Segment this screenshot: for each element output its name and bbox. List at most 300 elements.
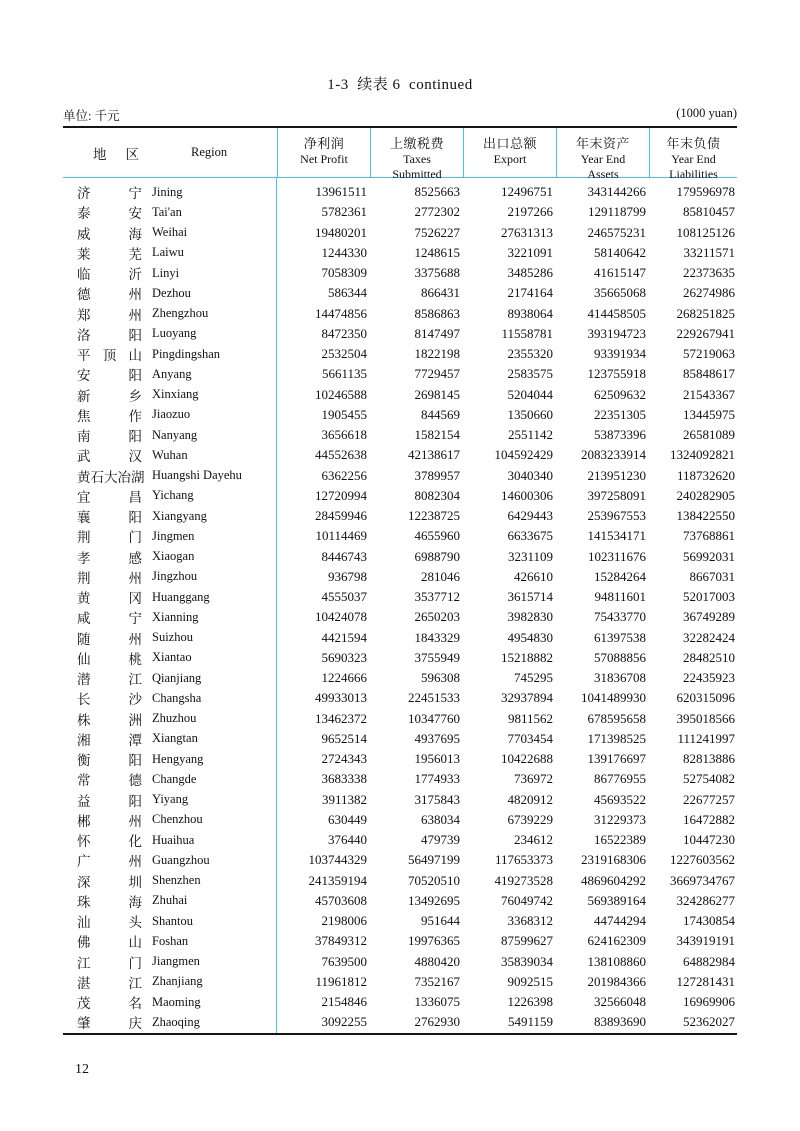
region-name-en: Xiangyang bbox=[152, 508, 207, 523]
region-name-en: Zhengzhou bbox=[152, 306, 209, 321]
region-name-cn: 临 沂 bbox=[77, 267, 142, 283]
export-cell: 2174164 bbox=[507, 285, 553, 301]
region-cell bbox=[63, 364, 277, 384]
assets-cell: 171398525 bbox=[587, 730, 646, 746]
column-header-cn: 净利润 bbox=[303, 136, 345, 151]
region-cell bbox=[63, 952, 277, 972]
table-row bbox=[63, 668, 737, 688]
region-name-cn: 新 乡 bbox=[77, 388, 142, 404]
net-profit-cell: 45703608 bbox=[315, 892, 367, 908]
region-cell bbox=[63, 830, 277, 850]
export-cell: 9811562 bbox=[507, 710, 553, 726]
table-row bbox=[63, 688, 737, 708]
region-cell bbox=[63, 202, 277, 222]
taxes-cell: 1956013 bbox=[414, 751, 460, 767]
table-row bbox=[63, 729, 737, 749]
table-row bbox=[63, 709, 737, 729]
column-header-cn: 年末资产 bbox=[575, 136, 630, 151]
export-cell: 32937894 bbox=[501, 690, 553, 706]
region-name-en: Changde bbox=[152, 771, 197, 786]
region-name-cn: 株 洲 bbox=[77, 712, 142, 728]
region-cell bbox=[63, 992, 277, 1012]
region-cell bbox=[63, 810, 277, 830]
region-cell bbox=[63, 182, 277, 202]
region-cell bbox=[63, 790, 277, 810]
region-cell bbox=[63, 466, 277, 486]
table-row bbox=[63, 607, 737, 627]
taxes-cell: 1774933 bbox=[414, 771, 460, 787]
net-profit-cell: 3092255 bbox=[321, 1014, 367, 1030]
unit-label-en: (1000 yuan) bbox=[676, 106, 737, 120]
taxes-cell: 596308 bbox=[421, 670, 460, 686]
table-row bbox=[63, 567, 737, 587]
taxes-cell: 1822198 bbox=[414, 346, 460, 362]
table-row bbox=[63, 223, 737, 243]
region-name-cn: 莱 芜 bbox=[77, 246, 142, 262]
region-name-cn: 洛 阳 bbox=[77, 327, 142, 343]
table-row bbox=[63, 1012, 737, 1032]
net-profit-cell: 1905455 bbox=[321, 406, 367, 422]
export-cell: 4954830 bbox=[507, 629, 553, 645]
region-cell bbox=[63, 243, 277, 263]
region-cell bbox=[63, 304, 277, 324]
liabilities-cell: 64882984 bbox=[683, 953, 735, 969]
table-row bbox=[63, 587, 737, 607]
table-row bbox=[63, 466, 737, 486]
export-cell: 35839034 bbox=[501, 953, 553, 969]
region-name-en: Guangzhou bbox=[152, 852, 210, 867]
column-header-en: Year End bbox=[671, 151, 716, 166]
region-name-cn: 潜 江 bbox=[77, 672, 142, 688]
liabilities-cell: 343919191 bbox=[676, 933, 735, 949]
taxes-cell: 2650203 bbox=[414, 609, 460, 625]
region-cell bbox=[63, 385, 277, 405]
region-name-en: Xianning bbox=[152, 609, 199, 624]
region-name-cn: 江 门 bbox=[77, 955, 142, 971]
taxes-cell: 6988790 bbox=[414, 548, 460, 564]
region-name-en: Zhaoqing bbox=[152, 1014, 200, 1029]
table-row bbox=[63, 324, 737, 344]
assets-cell: 393194723 bbox=[587, 325, 646, 341]
assets-cell: 246575231 bbox=[587, 224, 646, 240]
net-profit-cell: 6362256 bbox=[321, 467, 367, 483]
region-name-en: Changsha bbox=[152, 690, 202, 705]
liabilities-cell: 36749289 bbox=[683, 609, 735, 625]
region-cell bbox=[63, 648, 277, 668]
region-header-cn: 地 区 bbox=[93, 146, 139, 162]
taxes-cell: 7352167 bbox=[414, 973, 460, 989]
table-row bbox=[63, 931, 737, 951]
export-cell: 736972 bbox=[514, 771, 553, 787]
region-name-cn: 汕 头 bbox=[77, 915, 142, 931]
table-row bbox=[63, 243, 737, 263]
table-row bbox=[63, 871, 737, 891]
taxes-cell: 56497199 bbox=[408, 852, 460, 868]
region-name-cn: 湛 江 bbox=[77, 975, 142, 991]
table-row bbox=[63, 385, 737, 405]
taxes-cell: 3375688 bbox=[414, 265, 460, 281]
region-name-en: Zhuhai bbox=[152, 893, 188, 908]
assets-cell: 624162309 bbox=[587, 933, 646, 949]
net-profit-cell: 2154846 bbox=[321, 994, 367, 1010]
net-profit-cell: 5782361 bbox=[321, 204, 367, 220]
table-row bbox=[63, 445, 737, 465]
assets-cell: 61397538 bbox=[594, 629, 646, 645]
assets-cell: 213951230 bbox=[587, 467, 646, 483]
net-profit-cell: 2532504 bbox=[321, 346, 367, 362]
taxes-cell: 4937695 bbox=[414, 730, 460, 746]
export-cell: 27631313 bbox=[501, 224, 553, 240]
table-row bbox=[63, 628, 737, 648]
table-row bbox=[63, 891, 737, 911]
region-cell bbox=[63, 688, 277, 708]
table-row bbox=[63, 202, 737, 222]
taxes-cell: 70520510 bbox=[408, 872, 460, 888]
net-profit-cell: 2724343 bbox=[321, 751, 367, 767]
export-cell: 3615714 bbox=[507, 589, 553, 605]
net-profit-cell: 2198006 bbox=[321, 913, 367, 929]
export-cell: 11558781 bbox=[501, 325, 553, 341]
net-profit-cell: 13961511 bbox=[315, 184, 367, 200]
assets-cell: 1041489930 bbox=[581, 690, 646, 706]
region-cell bbox=[63, 911, 277, 931]
assets-cell: 31229373 bbox=[594, 811, 646, 827]
region-name-en: Pingdingshan bbox=[152, 346, 221, 361]
table-row bbox=[63, 263, 737, 283]
region-name-en: Nanyang bbox=[152, 427, 198, 442]
assets-cell: 139176697 bbox=[587, 751, 646, 767]
taxes-cell: 3789957 bbox=[414, 467, 460, 483]
assets-cell: 41615147 bbox=[594, 265, 646, 281]
export-cell: 87599627 bbox=[501, 933, 553, 949]
region-name-en: Wuhan bbox=[152, 447, 188, 462]
assets-cell: 138108860 bbox=[587, 953, 646, 969]
export-cell: 6429443 bbox=[507, 508, 553, 524]
column-header-export bbox=[463, 128, 556, 177]
region-name-cn: 宜 昌 bbox=[77, 489, 142, 505]
taxes-cell: 1582154 bbox=[414, 427, 460, 443]
region-name-cn: 佛 山 bbox=[77, 935, 142, 951]
region-name-cn: 常 德 bbox=[77, 773, 142, 789]
liabilities-cell: 17430854 bbox=[683, 913, 735, 929]
liabilities-cell: 33211571 bbox=[683, 244, 735, 260]
net-profit-cell: 13462372 bbox=[315, 710, 367, 726]
region-name-en: Zhanjiang bbox=[152, 974, 203, 989]
assets-cell: 4869604292 bbox=[581, 872, 646, 888]
column-header-en: Export bbox=[493, 151, 527, 166]
net-profit-cell: 19480201 bbox=[315, 224, 367, 240]
region-name-en: Xinxiang bbox=[152, 387, 199, 402]
export-cell: 5491159 bbox=[507, 1014, 553, 1030]
assets-cell: 44744294 bbox=[594, 913, 646, 929]
region-name-cn: 焦 作 bbox=[77, 408, 142, 424]
table-row bbox=[63, 486, 737, 506]
export-cell: 7703454 bbox=[507, 730, 553, 746]
column-header-en: Assets bbox=[587, 167, 619, 181]
taxes-cell: 2698145 bbox=[414, 386, 460, 402]
region-cell bbox=[63, 567, 277, 587]
net-profit-cell: 7639500 bbox=[321, 953, 367, 969]
assets-cell: 16522389 bbox=[594, 832, 646, 848]
column-header-en: Net Profit bbox=[300, 151, 348, 166]
column-header-region bbox=[63, 128, 277, 177]
net-profit-cell: 1244330 bbox=[321, 244, 367, 260]
region-name-en: Weihai bbox=[152, 225, 188, 240]
page-number: 12 bbox=[75, 1062, 89, 1077]
region-name-en: Jiaozuo bbox=[152, 407, 191, 422]
table-body bbox=[63, 178, 737, 1033]
region-cell bbox=[63, 324, 277, 344]
net-profit-cell: 3683338 bbox=[321, 771, 367, 787]
liabilities-cell: 82813886 bbox=[683, 751, 735, 767]
taxes-cell: 866431 bbox=[421, 285, 460, 301]
region-header-en: Region bbox=[191, 145, 228, 159]
region-cell bbox=[63, 972, 277, 992]
taxes-cell: 13492695 bbox=[408, 892, 460, 908]
region-name-en: Zhuzhou bbox=[152, 711, 197, 726]
assets-cell: 253967553 bbox=[587, 508, 646, 524]
table-row bbox=[63, 850, 737, 870]
region-name-en: Maoming bbox=[152, 994, 201, 1009]
taxes-cell: 3537712 bbox=[414, 589, 460, 605]
table-row bbox=[63, 952, 737, 972]
taxes-cell: 4880420 bbox=[414, 953, 460, 969]
liabilities-cell: 324286277 bbox=[676, 892, 735, 908]
assets-cell: 45693522 bbox=[594, 791, 646, 807]
net-profit-cell: 8446743 bbox=[321, 548, 367, 564]
region-cell bbox=[63, 628, 277, 648]
region-cell bbox=[63, 709, 277, 729]
table-header-row bbox=[63, 128, 737, 181]
table-row bbox=[63, 769, 737, 789]
liabilities-cell: 13445975 bbox=[683, 406, 735, 422]
table-row bbox=[63, 830, 737, 850]
export-cell: 14600306 bbox=[501, 487, 553, 503]
net-profit-cell: 5661135 bbox=[321, 366, 367, 382]
table-row bbox=[63, 506, 737, 526]
region-cell bbox=[63, 850, 277, 870]
net-profit-cell: 8472350 bbox=[321, 325, 367, 341]
assets-cell: 2083233914 bbox=[581, 447, 646, 463]
assets-cell: 83893690 bbox=[594, 1014, 646, 1030]
region-name-cn: 深 圳 bbox=[77, 874, 142, 890]
taxes-cell: 3175843 bbox=[414, 791, 460, 807]
export-cell: 3982830 bbox=[507, 609, 553, 625]
net-profit-cell: 376440 bbox=[328, 832, 367, 848]
export-cell: 426610 bbox=[514, 568, 553, 584]
export-cell: 3040340 bbox=[507, 467, 553, 483]
net-profit-cell: 7058309 bbox=[321, 265, 367, 281]
taxes-cell: 638034 bbox=[421, 811, 460, 827]
assets-cell: 569389164 bbox=[587, 892, 646, 908]
assets-cell: 75433770 bbox=[594, 609, 646, 625]
region-name-en: Xiaogan bbox=[152, 549, 195, 564]
export-cell: 1350660 bbox=[507, 406, 553, 422]
assets-cell: 53873396 bbox=[594, 427, 646, 443]
assets-cell: 86776955 bbox=[594, 771, 646, 787]
assets-cell: 2319168306 bbox=[581, 852, 646, 868]
taxes-cell: 8082304 bbox=[414, 487, 460, 503]
assets-cell: 397258091 bbox=[587, 487, 646, 503]
region-name-en: Shantou bbox=[152, 913, 193, 928]
liabilities-cell: 52017003 bbox=[683, 589, 735, 605]
region-name-cn: 长 沙 bbox=[77, 692, 142, 708]
liabilities-cell: 52754082 bbox=[683, 771, 735, 787]
region-cell bbox=[63, 425, 277, 445]
region-name-cn: 黄 冈 bbox=[77, 591, 142, 607]
region-name-cn: 泰 安 bbox=[77, 206, 142, 222]
net-profit-cell: 103744329 bbox=[308, 852, 367, 868]
table-row bbox=[63, 344, 737, 364]
taxes-cell: 22451533 bbox=[408, 690, 460, 706]
export-cell: 3231109 bbox=[507, 548, 553, 564]
liabilities-cell: 127281431 bbox=[676, 973, 735, 989]
column-header-assets bbox=[556, 128, 649, 181]
region-name-cn: 郴 州 bbox=[77, 813, 142, 829]
net-profit-cell: 10114469 bbox=[315, 528, 367, 544]
region-name-en: Linyi bbox=[152, 265, 180, 280]
region-cell bbox=[63, 526, 277, 546]
region-name-en: Yiyang bbox=[152, 792, 189, 807]
liabilities-cell: 3669734767 bbox=[670, 872, 735, 888]
taxes-cell: 1248615 bbox=[414, 244, 460, 260]
export-cell: 6739229 bbox=[507, 811, 553, 827]
assets-cell: 141534171 bbox=[587, 528, 646, 544]
export-cell: 4820912 bbox=[507, 791, 553, 807]
region-name-en: Hengyang bbox=[152, 751, 204, 766]
export-cell: 745295 bbox=[514, 670, 553, 686]
region-name-en: Chenzhou bbox=[152, 812, 203, 827]
net-profit-cell: 12720994 bbox=[315, 487, 367, 503]
statistics-table bbox=[63, 126, 737, 1035]
assets-cell: 343144266 bbox=[587, 184, 646, 200]
liabilities-cell: 28482510 bbox=[683, 649, 735, 665]
region-name-cn: 黄 石 大 冶 湖 bbox=[77, 469, 145, 485]
taxes-cell: 8147497 bbox=[414, 325, 460, 341]
taxes-cell: 281046 bbox=[421, 568, 460, 584]
liabilities-cell: 56992031 bbox=[683, 548, 735, 564]
net-profit-cell: 3911382 bbox=[321, 791, 367, 807]
region-name-cn: 荆 州 bbox=[77, 570, 142, 586]
liabilities-cell: 85810457 bbox=[683, 204, 735, 220]
taxes-cell: 1336075 bbox=[414, 994, 460, 1010]
region-cell bbox=[63, 263, 277, 283]
table-row bbox=[63, 547, 737, 567]
column-header-liabilities bbox=[649, 128, 737, 181]
export-cell: 2197266 bbox=[507, 204, 553, 220]
export-cell: 12496751 bbox=[501, 184, 553, 200]
column-header-cn: 上缴税费 bbox=[389, 136, 444, 151]
assets-cell: 94811601 bbox=[594, 589, 646, 605]
liabilities-cell: 118732620 bbox=[676, 467, 735, 483]
net-profit-cell: 4421594 bbox=[321, 629, 367, 645]
net-profit-cell: 37849312 bbox=[315, 933, 367, 949]
liabilities-cell: 138422550 bbox=[676, 508, 735, 524]
region-name-cn: 益 阳 bbox=[77, 793, 142, 809]
taxes-cell: 2762930 bbox=[414, 1014, 460, 1030]
liabilities-cell: 395018566 bbox=[676, 710, 735, 726]
region-name-cn: 仙 桃 bbox=[77, 651, 142, 667]
liabilities-cell: 620315096 bbox=[676, 690, 735, 706]
table-row bbox=[63, 648, 737, 668]
assets-cell: 414458505 bbox=[587, 305, 646, 321]
export-cell: 15218882 bbox=[501, 649, 553, 665]
liabilities-cell: 240282905 bbox=[676, 487, 735, 503]
region-name-en: Laiwu bbox=[152, 245, 184, 260]
region-name-cn: 济 宁 bbox=[77, 186, 142, 202]
table-row bbox=[63, 405, 737, 425]
liabilities-cell: 10447230 bbox=[683, 832, 735, 848]
region-name-cn: 平 顶 山 bbox=[77, 348, 142, 364]
region-cell bbox=[63, 405, 277, 425]
liabilities-cell: 57219063 bbox=[683, 346, 735, 362]
table-row bbox=[63, 425, 737, 445]
assets-cell: 678595658 bbox=[587, 710, 646, 726]
region-name-cn: 珠 海 bbox=[77, 894, 142, 910]
region-cell bbox=[63, 283, 277, 303]
region-name-cn: 郑 州 bbox=[77, 307, 142, 323]
export-cell: 1226398 bbox=[507, 994, 553, 1010]
region-name-en: Dezhou bbox=[152, 285, 191, 300]
table-row bbox=[63, 304, 737, 324]
region-name-cn: 襄 阳 bbox=[77, 510, 142, 526]
table-row bbox=[63, 749, 737, 769]
export-cell: 419273528 bbox=[494, 872, 553, 888]
table-row bbox=[63, 283, 737, 303]
liabilities-cell: 268251825 bbox=[676, 305, 735, 321]
export-cell: 10422688 bbox=[501, 751, 553, 767]
net-profit-cell: 49933013 bbox=[315, 690, 367, 706]
column-header-net-profit bbox=[277, 128, 370, 177]
assets-cell: 102311676 bbox=[587, 548, 646, 564]
region-cell bbox=[63, 668, 277, 688]
taxes-cell: 4655960 bbox=[414, 528, 460, 544]
region-cell bbox=[63, 506, 277, 526]
net-profit-cell: 3656618 bbox=[321, 427, 367, 443]
region-cell bbox=[63, 931, 277, 951]
liabilities-cell: 1227603562 bbox=[670, 852, 735, 868]
region-cell bbox=[63, 769, 277, 789]
region-cell bbox=[63, 871, 277, 891]
taxes-cell: 479739 bbox=[421, 832, 460, 848]
export-cell: 2551142 bbox=[507, 427, 553, 443]
region-name-en: Suizhou bbox=[152, 630, 193, 645]
liabilities-cell: 1324092821 bbox=[670, 447, 735, 463]
column-header-en: Taxes bbox=[403, 151, 431, 166]
export-cell: 2355320 bbox=[507, 346, 553, 362]
region-name-cn: 荆 门 bbox=[77, 530, 142, 546]
assets-cell: 129118799 bbox=[587, 204, 646, 220]
region-name-en: Jining bbox=[152, 184, 183, 199]
region-name-en: Luoyang bbox=[152, 326, 197, 341]
region-name-en: Yichang bbox=[152, 488, 194, 503]
export-cell: 8938064 bbox=[507, 305, 553, 321]
region-name-en: Foshan bbox=[152, 933, 189, 948]
export-cell: 234612 bbox=[514, 832, 553, 848]
region-cell bbox=[63, 223, 277, 243]
unit-row bbox=[63, 106, 737, 124]
region-cell bbox=[63, 729, 277, 749]
region-cell bbox=[63, 486, 277, 506]
net-profit-cell: 5690323 bbox=[321, 649, 367, 665]
net-profit-cell: 10246588 bbox=[315, 386, 367, 402]
export-cell: 3368312 bbox=[507, 913, 553, 929]
region-name-cn: 茂 名 bbox=[77, 996, 142, 1012]
region-name-en: Jingmen bbox=[152, 528, 195, 543]
assets-cell: 123755918 bbox=[587, 366, 646, 382]
liabilities-cell: 26581089 bbox=[683, 427, 735, 443]
region-name-en: Xiantao bbox=[152, 650, 192, 665]
